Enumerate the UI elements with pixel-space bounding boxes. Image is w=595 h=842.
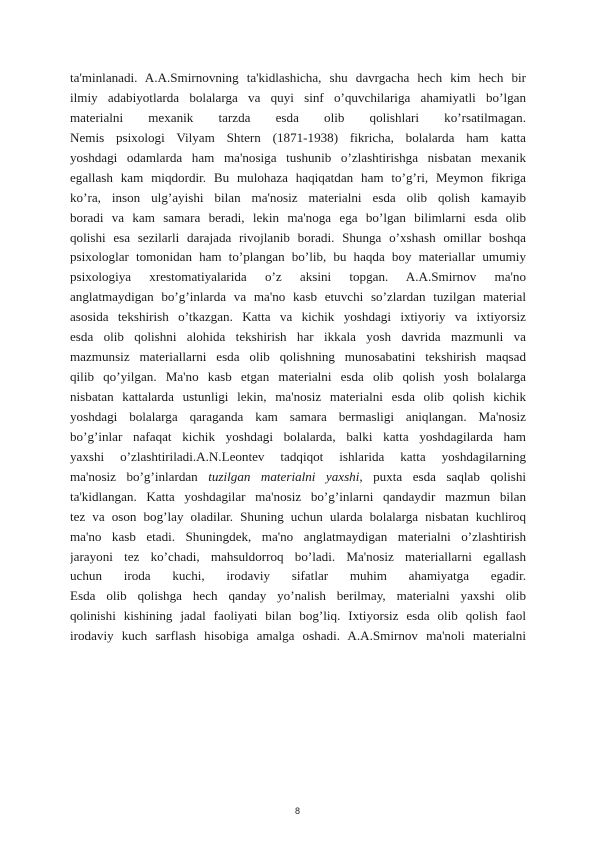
text-line: qolishi esa sezilarli darajada rivojlanib boradi. Shunga o’xshash omillar boshqa bbox=[70, 229, 526, 245]
text-segment: , puxta esda saqlab qolishi bbox=[359, 468, 526, 484]
text-line: qolinishi kishining jadal faoliyati bilan bog’liq. Ixtiyorsiz esda olib qolish faol bbox=[70, 608, 526, 624]
text-line: asosida tekshirish o’tkazgan. Katta va kichik yoshdagi ixtiyoriy va ixtiyorsiz bbox=[70, 309, 526, 325]
text-line: yoshdagi odamlarda ham ma'nosiga tushunib o’zlashtirishga nisbatan mexanik bbox=[70, 149, 526, 165]
text-line: ta'kidlangan. Katta yoshdagilar ma'nosiz bo’g’inlarni qandaydir mazmun bilan bbox=[70, 488, 526, 504]
text-line: uchun iroda kuchi, irodaviy sifatlar muhim ahamiyatga egadir. bbox=[70, 568, 526, 584]
text-line: psixologlar tomonidan ham to’plangan bo’lib, bu haqda boy materiallar umumiy bbox=[70, 249, 526, 265]
text-line: egallash kam miqdordir. Bu mulohaza haqiqatdan ham to’g’ri, Meymon fikriga bbox=[70, 169, 526, 185]
text-line: Nemis psixologi Vilyam Shtern (1871-1938) fikricha, bolalarda ham katta bbox=[70, 129, 526, 145]
text-line: mazmunsiz materiallarni esda olib qolishning munosabatini tekshirish maqsad bbox=[70, 349, 526, 365]
text-line: ma'no kasb etadi. Shuningdek, ma'no anglatmaydigan materialni o’zlashtirish bbox=[70, 528, 526, 544]
text-line: materialni mexanik tarzda esda olib qolishlari ko’rsatilmagan. bbox=[70, 109, 526, 125]
text-line: yoshdagi bolalarga qaraganda kam samara bermasligi aniqlangan. Ma'nosiz bbox=[70, 408, 526, 424]
text-line: nisbatan kattalarda ustunligi lekin, ma'nosiz materialni esda olib qolish kichik bbox=[70, 389, 526, 404]
body-text bbox=[70, 68, 526, 646]
text-line: esda olib qolishni alohida tekshirish har ikkala yosh davrida mazmunli va bbox=[70, 329, 526, 345]
text-segment: ma'nosiz bo’g’inlardan bbox=[70, 468, 198, 484]
text-line-mixed bbox=[70, 467, 526, 487]
text-line: anglatmaydigan bo’g’inlarda va ma'no kasb etuvchi so’zlardan tuzilgan material bbox=[70, 289, 526, 305]
text-line: ilmiy adabiyotlarda bolalarga va quyi sinf o’quvchilariga ahamiyatli bo’lgan bbox=[70, 89, 526, 105]
text-line: tez va oson bog’lay oladilar. Shuning uchun ularda bolalarga nisbatan kuchliroq bbox=[70, 508, 526, 524]
text-line: irodaviy kuch sarflash hisobiga amalga oshadi. A.A.Smirnov ma'noli materialni bbox=[70, 628, 526, 644]
text-line: psixologiya xrestomatiyalarida o’z aksini topgan. A.A.Smirnov ma'no bbox=[70, 269, 526, 285]
text-line: Esda olib qolishga hech qanday yo’nalish berilmay, materialni yaxshi olib bbox=[70, 588, 526, 604]
text-line: jarayoni tez ko’chadi, mahsuldorroq bo’ladi. Ma'nosiz materiallarni egallash bbox=[70, 548, 526, 564]
text-line: qilib qo’yilgan. Ma'no kasb etgan materialni esda olib qolish yosh bolalarga bbox=[70, 369, 526, 385]
text-line: bo’g’inlar nafaqat kichik yoshdagi bolalarda, balki katta yoshdagilarda ham bbox=[70, 428, 526, 444]
page-number: 8 bbox=[294, 806, 300, 816]
italic-phrase: tuzilgan materialni yaxshi bbox=[208, 468, 360, 484]
text-line: yaxshi o’zlashtiriladi.A.N.Leontev tadqiqot ishlarida katta yoshdagilarning bbox=[70, 448, 526, 464]
text-line: ta'minlanadi. A.A.Smirnovning ta'kidlashicha, shu davrgacha hech kim hech bir bbox=[70, 70, 526, 85]
text-line: ko’ra, inson ulg’ayishi bilan ma'nosiz materialni esda olib qolish kamayib bbox=[70, 189, 526, 205]
text-line: boradi va kam samara beradi, lekin ma'noga ega bo’lgan bilimlarni esda olib bbox=[70, 209, 526, 225]
